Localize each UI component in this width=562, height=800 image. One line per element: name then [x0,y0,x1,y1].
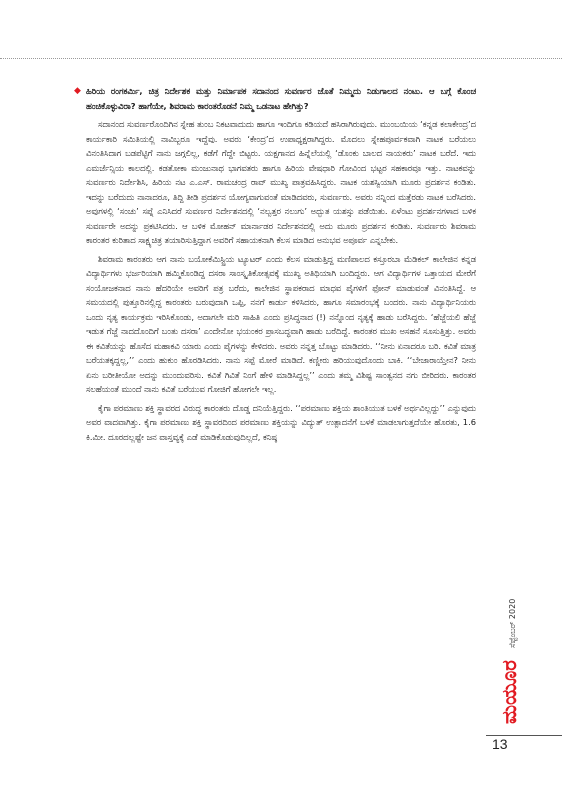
diamond-bullet-icon: ◆ [74,86,81,96]
answer-paragraph: ಸದಾನಂದ ಸುವರ್ಣರೊಂದಿಗಿನ ಸ್ನೇಹ ತುಂಬ ನಿಕಟವಾದುದು ಹಾಗೂ ಇಂದಿಗೂ ಕಡಿಯದೆ ಹಸಿರಾಗಿರುವುದು. ಮುಂಬಯಿಯ ‘ಕನ್ನಡ ಕಲಾಕೇಂದ್ರ’ದ ಕಾರ್ಯಕಾರಿ ಸಮಿತಿಯಲ್ಲಿ ನಾವಿಬ್ಬರೂ ಇದ್ದೆವು. ಅವರು ‘ಕೇಂದ್ರ’ದ ಉಪಾಧ್ಯಕ್ಷರಾಗಿದ್ದರು. ಮೊದಲು ಸ್ನೇಹಪೂರ್ವಕವಾಗಿ ನಾಟಕ ಬರೆಯಲು ವಿನಂತಿಸಿದಾಗ ಬಡಪೆಟ್ಟಿಗೆ ನಾನು ಜಗ್ಗಲಿಲ್ಲ, ಕಡೆಗೆ ಗೆದ್ದೇ ಬಿಟ್ಟರು. ಯಕ್ಷಗಾನದ ಹಿನ್ನೆಲೆಯಲ್ಲಿ ‘ಡೊಂಕು ಬಾಲದ ನಾಯಕರು’ ನಾಟಕ ಬರೆದೆ. ಇದು ಎಮರ್ಜೆನ್ಸಿಯ ಕಾಲದಲ್ಲಿ. ಕಡತೋಕಾ ಮಂಜುನಾಥ ಭಾಗವತರು ಹಾಗೂ ಹಿರಿಯ ವೇಷಧಾರಿ ಗೋವಿಂದ ಭಟ್ಟರ ಸಹಕಾರವೂ ಇತ್ತು. ನಾಟಕವನ್ನು ಸುವರ್ಣರು ನಿರ್ದೇಶಿಸಿ, ಹಿರಿಯ ನಟ ಎ.ಎಸ್. ರಾಮಚಂದ್ರ ರಾವ್ ಮುಖ್ಯ ಪಾತ್ರವಹಿಸಿದ್ದರು. ನಾಟಕ ಯಶಸ್ವಿಯಾಗಿ ಮೂರು ಪ್ರದರ್ಶನ ಕಂಡಿತು. ಇದನ್ನು ಬರೆದುದು ನಾನಾದರೂ, ತಿದ್ದಿ ತೀಡಿ ಪ್ರದರ್ಶನ ಯೋಗ್ಯವಾಗುವಂತೆ ಮಾಡಿದವರು, ಸುವರ್ಣರು. ಅವರು ನನ್ನಿಂದ ಮತ್ತೆರಡು ನಾಟಕ ಬರೆಸಿದರು. ಅವುಗಳಲ್ಲಿ ‘ಸಂಚು’ ಸಪ್ನೆ ಎನಿಸಿದರೆ ಸುವರ್ಣರ ನಿರ್ದೇಶನದಲ್ಲಿ ‘ನಲ್ವತ್ತರ ನಲುಗು’ ಅದ್ಭುತ ಯಶಸ್ಸು ಪಡೆಯಿತು. ಏಳೆಂಟು ಪ್ರದರ್ಶನಗಳಾದ ಬಳಿಕ ಸುವರ್ಣರೇ ಅದನ್ನು ಪ್ರಕಟಿಸಿದರು. ಆ ಬಳಿಕ ಮೋಹನ್ ಮಾರ್ನಾಡರ ನಿರ್ದೇಶನದಲ್ಲಿ ಅದು ಮೂರು ಪ್ರದರ್ಶನ ಕಂಡಿತು. ಸುವರ್ಣರು ಶಿವರಾಮ ಕಾರಂತರ ಕುರಿತಾದ ಸಾಕ್ಷ್ಯಚಿತ್ರ ತಯಾರಿಸುತ್ತಿದ್ದಾಗ ಅವರಿಗೆ ಸಹಾಯಕನಾಗಿ ಕೆಲಸ ಮಾಡಿದ ಅನುಭವ ಅಪೂರ್ವ ಎನ್ನಬೇಕು. [86,119,476,245]
answer-paragraph: ಶಿವರಾಮ ಕಾರಂತರು ಆಗ ನಾನು ಬಯೋಕೆಮಿಸ್ಟ್ರಿಯ ಟ್ಯೂಟರ್ ಎಂದು ಕೆಲಸ ಮಾಡುತ್ತಿದ್ದ ಮಣಿಪಾಲದ ಕಸ್ತೂರಬಾ ಮೆಡಿಕಲ್ ಕಾಲೇಜಿನ ಕನ್ನಡ ವಿದ್ಯಾರ್ಥಿಗಳು ಭರ್ಜರಿಯಾಗಿ ಹಮ್ಮಿಕೊಂಡಿದ್ದ ದಸರಾ ಸಾಂಸ್ಕೃತಿಕೋತ್ಸವಕ್ಕೆ ಮುಖ್ಯ ಅತಿಥಿಯಾಗಿ ಬಂದಿದ್ದರು. ಆಗ ವಿದ್ಯಾರ್ಥಿಗಳ ಒತ್ತಾಯದ ಮೇರೆಗೆ ಸಂಯೋಜಕನಾದ ನಾನು ಹೆದರಿಯೇ ಅವರಿಗೆ ಪತ್ರ ಬರೆದು, ಕಾಲೇಜಿನ ಸ್ಥಾಪಕರಾದ ಮಾಧವ ಪೈಗಳಿಗೆ ಫೋನ್ ಮಾಡುವಂತೆ ವಿನಂತಿಸಿದ್ದೆ. ಆ ಸಮಯದಲ್ಲಿ ಪುತ್ತೂರಿನಲ್ಲಿದ್ದ ಕಾರಂತರು ಬರುವುದಾಗಿ ಒಪ್ಪಿ, ನನಗೆ ಕಾರ್ಡು ಕಳಿಸಿದರು, ಹಾಗೂ ಸಮಾರಂಭಕ್ಕೆ ಬಂದರು. ನಾನು ವಿದ್ಯಾರ್ಥಿನಿಯರು ಒಂದು ನೃತ್ಯ ಕಾರ್ಯಕ್ರಮ ಇರಿಸಿಕೊಂಡು, ಅದಾಗಲೇ ಮರಿ ಸಾಹಿತಿ ಎಂದು ಪ್ರಸಿದ್ಧನಾದ (!) ನನ್ನೊಂದ ನೃತ್ಯಕ್ಕೆ ಹಾಡು ಬರೆಸಿದ್ದರು. ‘ಹೆಜ್ಜೆಯಲಿ ಹೆಜ್ಜೆ ಇಡುತ ಗೆಜ್ಜೆ ನಾದದೊಂದಿಗೆ ಬಂತು ದಸರಾ’ ಎಂದೇನೋ ಭಯಂಕರ ಪ್ರಾಸಬದ್ಧವಾಗಿ ಹಾಡು ಬರೆದಿದ್ದೆ. ಕಾರಂತರ ಮುಖ ಅಸಹನೆ ಸೂಸುತ್ತಿತ್ತು. ಅವರು ಈ ಕವಿತೆಯನ್ನು ಹೊಸೆದ ಮಹಾಕವಿ ಯಾರು ಎಂದು ಪೈಗಳನ್ನು ಕೇಳಿದರು. ಅವರು ನನ್ನತ್ತ ಬೊಟ್ಟು ಮಾಡಿದರು. ‘‘ನೀನು ಏನಾದರೂ ಬರಿ. ಕವಿತೆ ಮಾತ್ರ ಬರೆಯತಕ್ಕದ್ದಲ್ಲ,’’ ಎಂದು ಹುಕುಂ ಹೊರಡಿಸಿದರು. ನಾನು ಸಪ್ಪೆ ಮೋರೆ ಮಾಡಿದೆ. ಕಣ್ಣೀರು ಹರಿಯುವುದೊಂದು ಬಾಕಿ. ‘‘ಬೇಜಾರಾಯ್ತೇನ? ನೀನು ಏನು ಬರೀತೀಯೋ ಅದನ್ನು ಮುಂದುವರಿಸು. ಕವಿತೆ ಗಿವಿತೆ ನಿಂಗೆ ಹೇಳಿ ಮಾಡಿಸಿದ್ದಲ್ಲ’’ ಎಂದು ತಮ್ಮ ವಿಶಿಷ್ಟ ಸಾಂತ್ವನದ ನಗು ಬೀರಿದರು. ಕಾರಂತರ ಸಲಹೆಯಂತೆ ಮುಂದೆ ನಾನು ಕವಿತೆ ಬರೆಯುವ ಗೋಜಿಗೆ ಹೋಗಲೇ ಇಲ್ಲ. [86,253,476,394]
answer-paragraph: ಕೈಗಾ ಪರಮಾಣು ಶಕ್ತಿ ಸ್ಥಾವರದ ವಿರುದ್ಧ ಕಾರಂತರು ದೊಡ್ಡ ದನಿಯೆತ್ತಿದ್ದರು. ‘‘ಪರಮಾಣು ಶಕ್ತಿಯ ಶಾಂತಿಯುತ ಬಳಕೆ ಅರ್ಥವಿಲ್ಲದ್ದು’’ ಎನ್ನುವುದು ಅವರ ವಾದವಾಗಿತ್ತು. ಕೈಗಾ ಪರಮಾಣು ಶಕ್ತಿ ಸ್ಥಾವರದಿಂದ ಪರಮಾಣು ಶಕ್ತಿಯನ್ನು ವಿದ್ಯುತ್ ಉತ್ಪಾದನೆಗೆ ಬಳಕೆ ಮಾಡಲಾಗುತ್ತದೆಯೇ ಹೊರತು, 1.6 ಕಿ.ಮೀ. ದೂರದಲ್ಲಷ್ಟೇ ಜನ ವಾಸ್ತವ್ಯಕ್ಕೆ ಎಡೆ ಮಾಡಿಕೊಡುವುದಿಲ್ಲದೆ, ಕನಿಷ್ಠ [86,402,476,442]
magazine-brand-logo: ಮಯೂರ [497,660,521,724]
page-number: 13 [492,736,508,752]
question-text: ಹಿರಿಯ ರಂಗಕರ್ಮಿ, ಚಿತ್ರ ನಿರ್ದೇಶಕ ಮತ್ತು ನಿರ್ಮಾಪಕ ಸದಾನಂದ ಸುವರ್ಣರ ಜೊತೆ ನಿಮ್ಮದು ನಿಡುಗಾಲದ ನಂಟು. ಆ ಬಗ್ಗೆ ಕೊಂಚ ಹಂಚಿಕೊಳ್ಳುವಿರಾ? ಹಾಗೆಯೇ, ಶಿವರಾಮ ಕಾರಂತರೊಡನೆ ನಿಮ್ಮ ಒಡನಾಟ ಹೇಗಿತ್ತು? [86,86,476,111]
interview-question [74,84,476,113]
issue-date: ಸೆಪ್ಟೆಂಬರ್ 2020 [508,598,517,648]
article-body [74,84,476,448]
top-dotted-rule [0,58,562,60]
